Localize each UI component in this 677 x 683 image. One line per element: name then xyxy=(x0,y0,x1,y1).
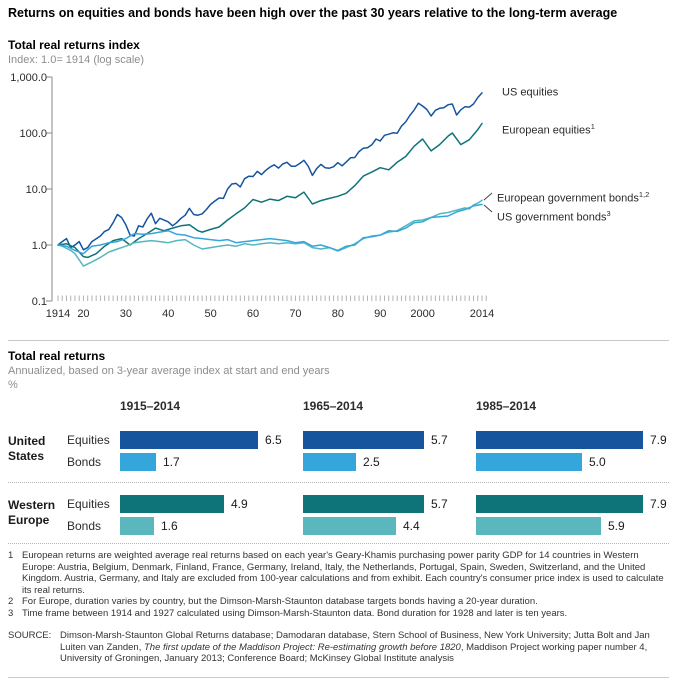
series-label-european-equities: European equities$^1$ xyxy=(502,122,595,137)
bar-western-europe-equities-1965-2014 xyxy=(303,495,424,513)
svg-text:0.1: 0.1 xyxy=(31,296,47,308)
bar-western-europe-bonds-1985-2014 xyxy=(476,517,601,535)
source-text: Dimson-Marsh-Staunton Global Returns database; Damodaran database, Stern School of Business, New York University; Jutta Bolt and Jan Luiten van Zanden, The first update of the Maddison Project: Re-estimating growth before 1820, Maddison Project working paper number 4, University of Groningen, January 2013; Conference Board; McKinsey Global Institute analysis xyxy=(60,630,650,664)
bar-western-europe-bonds-1965-2014 xyxy=(303,517,396,535)
bar-value-label: 5.7 xyxy=(431,497,448,511)
group-divider-dotted xyxy=(8,482,669,483)
svg-text:1.0: 1.0 xyxy=(31,240,47,252)
line-chart-heading: Total real returns index xyxy=(8,38,140,52)
bar-western-europe-equities-1915-2014 xyxy=(120,495,224,513)
period-header-1965-2014: 1965–2014 xyxy=(303,399,364,413)
svg-text:30: 30 xyxy=(119,308,132,320)
bar-western-europe-equities-1985-2014 xyxy=(476,495,643,513)
svg-text:100.0: 100.0 xyxy=(19,128,47,140)
group-divider-dotted xyxy=(8,543,669,544)
svg-text:60: 60 xyxy=(246,308,260,320)
bar-row-label-bonds: Bonds xyxy=(67,455,102,469)
svg-text:10.0: 10.0 xyxy=(25,184,47,196)
footnote-1: 1 European returns are weighted average real returns based on each year's Geary-Khamis purchasing power parity GDP for 14 countries in Western Europe: Austria, Belgium, Denmark, Finland, France, Germany, Ireland, Italy, the Netherlands, Portugal, Spain, Sweden, Switzerland, and the United Kingdom. Austria, Germany, and Italy are excluded from 100-year calculations and from exhibit. Each country's consumer price index is used to calculate its real returns. xyxy=(8,550,664,596)
svg-text:2000: 2000 xyxy=(410,308,435,320)
bar-value-label: 7.9 xyxy=(650,433,667,447)
bar-value-label: 4.9 xyxy=(231,497,248,511)
bar-chart-subheading: Annualized, based on 3-year average index at start and end years xyxy=(8,365,330,377)
footnote-2: 2 For Europe, duration varies by country, but the Dimson-Marsh-Staunton database targets bonds having a 20-year duration. xyxy=(8,596,538,607)
bar-row-label-bonds: Bonds xyxy=(67,519,102,533)
bar-united-states-bonds-1915-2014 xyxy=(120,453,156,471)
source-line xyxy=(8,630,670,665)
bar-chart-heading: Total real returns xyxy=(8,349,106,363)
bar-united-states-equities-1965-2014 xyxy=(303,431,424,449)
bar-value-label: 1.6 xyxy=(161,519,178,533)
bar-value-label: 4.4 xyxy=(403,519,420,533)
svg-text:50: 50 xyxy=(204,308,217,320)
svg-text:70: 70 xyxy=(289,308,302,320)
svg-text:1914: 1914 xyxy=(45,308,71,320)
bar-value-label: 5.0 xyxy=(589,455,606,469)
series-label-european-government-bonds: European government bonds$^{1,2}$ xyxy=(497,190,650,205)
svg-text:1,000.0: 1,000.0 xyxy=(10,72,47,84)
bar-value-label: 5.9 xyxy=(608,519,625,533)
bar-united-states-bonds-1985-2014 xyxy=(476,453,582,471)
bar-western-europe-bonds-1915-2014 xyxy=(120,517,154,535)
bar-united-states-equities-1915-2014 xyxy=(120,431,258,449)
section-divider xyxy=(8,340,669,341)
bar-value-label: 1.7 xyxy=(163,455,180,469)
svg-text:40: 40 xyxy=(162,308,175,320)
bar-value-label: 5.7 xyxy=(431,433,448,447)
bar-value-label: 7.9 xyxy=(650,497,667,511)
bar-row-label-equities: Equities xyxy=(67,497,110,511)
series-label-us-government-bonds: US government bonds$^3$ xyxy=(497,209,611,224)
line-chart-subheading: Index: 1.0= 1914 (log scale) xyxy=(8,54,145,66)
footnotes xyxy=(8,550,670,665)
svg-text:20: 20 xyxy=(77,308,90,320)
period-header-1985-2014: 1985–2014 xyxy=(476,399,537,413)
region-label-western-europe: Western Europe xyxy=(8,498,56,527)
bar-united-states-equities-1985-2014 xyxy=(476,431,643,449)
region-label-united-states: United States xyxy=(8,434,46,463)
source-label: SOURCE: xyxy=(8,630,52,641)
bar-value-label: 6.5 xyxy=(265,433,282,447)
footnote-3: 3 Time frame between 1914 and 1927 calculated using Dimson-Marsh-Staunton data. Bond duration for 1928 and later is ten years. xyxy=(8,607,568,619)
bottom-rule xyxy=(8,677,669,678)
bar-row-label-equities: Equities xyxy=(67,433,110,447)
bar-value-label: 2.5 xyxy=(363,455,380,469)
series-label-us-equities: US equities xyxy=(502,86,559,99)
svg-text:90: 90 xyxy=(374,308,387,320)
bar-chart-unit: % xyxy=(8,379,18,391)
svg-text:80: 80 xyxy=(331,308,344,320)
period-header-1915-2014: 1915–2014 xyxy=(120,399,181,413)
svg-text:2014: 2014 xyxy=(469,308,495,320)
exhibit-title: Returns on equities and bonds have been high over the past 30 years relative to the long-term average xyxy=(8,6,618,20)
bar-united-states-bonds-1965-2014 xyxy=(303,453,356,471)
